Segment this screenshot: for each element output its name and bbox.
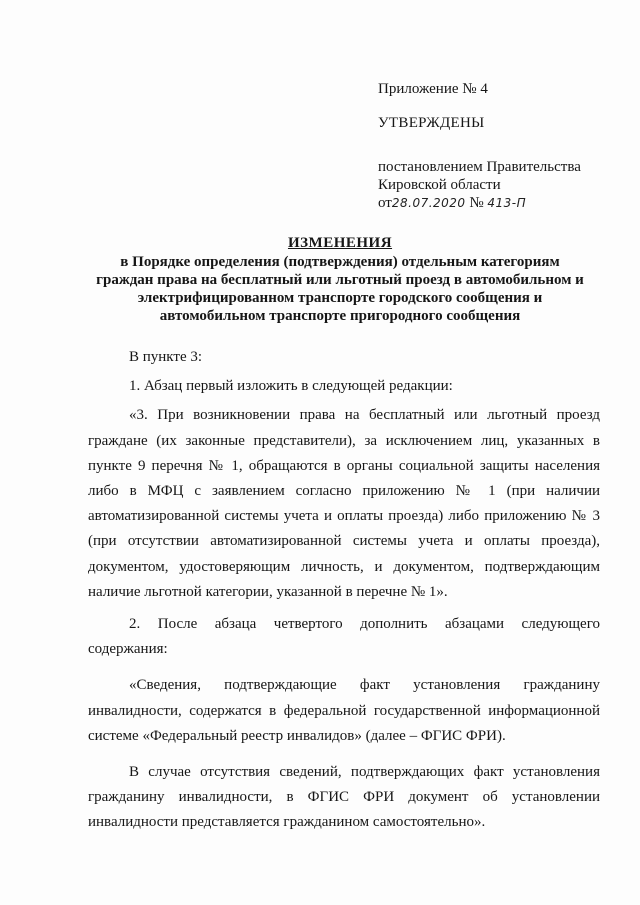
document-heading: [80, 234, 600, 325]
heading-title: ИЗМЕНЕНИЯ: [287, 235, 393, 251]
paragraph-amendment-1: 1. Абзац первый изложить в следующей редакции:: [129, 378, 453, 395]
heading-line-3: электрифицированном транспорте городского сообщения и: [137, 290, 543, 306]
decree-line-2: Кировской области: [378, 177, 501, 193]
handwritten-date: 28.07.2020: [391, 196, 466, 210]
approved-stamp-text: УТВЕРЖДЕНЫ: [378, 115, 485, 131]
document-body: [88, 345, 600, 836]
handwritten-number: 413-П: [487, 196, 527, 210]
decree-reference: [378, 158, 618, 212]
paragraph-amendment-2: 2. После абзаца четвертого дополнить абзацами следующего содержания:: [88, 616, 600, 658]
paragraph-frsi-info: «Сведения, подтверждающие факт установления гражданину инвалидности, содержатся в федеральной государственной информационной системе «Федеральный реестр инвалидов» (далее – ФГИС ФРИ).: [88, 677, 600, 744]
heading-line-4: автомобильном транспорте пригородного сообщения: [159, 308, 521, 324]
number-label: №: [469, 195, 484, 211]
heading-line-2: граждан права на бесплатный или льготный проезд в автомобильном и: [96, 272, 584, 288]
decree-date-number: [378, 194, 618, 212]
paragraph-absence-of-info: В случае отсутствия сведений, подтверждающих факт установления гражданину инвалидности, в ФГИС ФРИ документ об установлении инвалидности представляется гражданином самостоятельно».: [88, 764, 600, 831]
heading-line-1: в Порядке определения (подтверждения) отдельным категориям: [120, 254, 560, 270]
from-label: от: [378, 195, 392, 211]
annex-number: Приложение № 4: [378, 81, 488, 97]
paragraph-new-point-3: «3. При возникновении права на бесплатный или льготный проезд граждане (их законные представители), за исключением лиц, указанных в пункте 9 перечня № 1, обращаются в органы социальной защиты населения либо в МФЦ с заявлением согласно приложению № 1 (при наличии автоматизированной системы учета и оплаты проезда) либо приложению № 3 (при отсутствии автоматизированной системы учета и оплаты проезда), документом, удостоверяющим личность, и документом, подтверждающим наличие льготной категории, указанной в перечне № 1».: [88, 407, 600, 600]
paragraph-point-3: В пункте 3:: [129, 349, 203, 365]
approval-block: [378, 80, 618, 212]
decree-line-1: постановлением Правительства: [378, 159, 581, 175]
